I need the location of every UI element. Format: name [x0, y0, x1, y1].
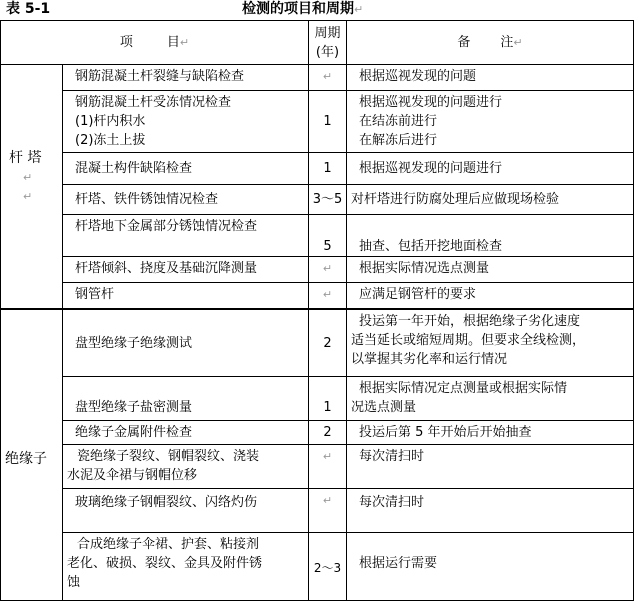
- table-row: [1, 309, 634, 377]
- note-cell: 应满足钢管杆的要求: [347, 283, 634, 309]
- item-cell: 混凝土构件缺陷检查: [63, 153, 309, 185]
- item-cell: 钢筋混凝土杆受冻情况检查 (1)杆内积水 (2)冻土上拔: [63, 91, 309, 153]
- paragraph-mark-icon: ↵: [354, 3, 364, 16]
- inspection-cycle-table: [0, 20, 634, 601]
- table-row: [1, 65, 634, 91]
- table-number: 表 5-1: [6, 1, 51, 17]
- note-cell: 每次清扫时: [347, 445, 634, 489]
- note-cell: 根据实际情况选点测量: [347, 257, 634, 283]
- category-label: 绝缘子: [5, 450, 47, 467]
- table-title-text: 检测的项目和周期: [242, 1, 354, 17]
- cycle-cell: 3～5: [309, 185, 347, 215]
- item-cell: 杆塔、铁件锈蚀情况检查: [63, 185, 309, 215]
- note-cell: 每次清扫时: [347, 489, 634, 533]
- note-cell: 抽查、包括开挖地面检查: [347, 215, 634, 257]
- cycle-cell: ↵: [309, 65, 347, 91]
- table-row: [1, 153, 634, 185]
- header-row: [1, 21, 634, 65]
- table-caption: [0, 0, 634, 20]
- category-cell: [1, 309, 63, 601]
- header-cycle-line-2: (年): [315, 44, 340, 60]
- item-cell: 瓷绝缘子裂纹、钢帽裂纹、浇装 水泥及伞裙与钢帽位移: [63, 445, 309, 489]
- item-cell: 钢筋混凝土杆裂缝与缺陷检查: [63, 65, 309, 91]
- header-item-char-1: 项: [119, 35, 133, 50]
- header-note-char-2: 注: [500, 35, 514, 50]
- item-cell: 合成绝缘子伞裙、护套、粘接剂 老化、破损、裂纹、金具及附件锈 蚀: [63, 533, 309, 601]
- note-cell: 根据巡视发现的问题: [347, 65, 634, 91]
- cycle-cell: 1: [309, 377, 347, 421]
- table-row: [1, 91, 634, 153]
- table-row: [1, 421, 634, 445]
- table-row: [1, 215, 634, 257]
- table-row: [1, 445, 634, 489]
- note-cell: 根据实际情况定点测量或根据实际情 况选点测量: [347, 377, 634, 421]
- category-cell: [1, 65, 63, 309]
- cycle-cell: ↵: [309, 445, 347, 489]
- note-cell: 投运第一年开始，根据绝缘子劣化速度 适当延长或缩短周期。但要求全线检测， 以掌握其劣化率和运行情况: [347, 309, 634, 377]
- item-cell: 杆塔地下金属部分锈蚀情况检查: [63, 215, 309, 257]
- table-row: [1, 377, 634, 421]
- paragraph-mark-icon: ↵ ↵: [23, 171, 33, 203]
- table-title: [242, 1, 363, 18]
- cycle-cell: 2～3: [309, 533, 347, 601]
- item-cell: 玻璃绝缘子钢帽裂纹、闪络灼伤: [63, 489, 309, 533]
- item-cell: 盘型绝缘子盐密测量: [63, 377, 309, 421]
- item-cell: 杆塔倾斜、挠度及基础沉降测量: [63, 257, 309, 283]
- item-cell: 绝缘子金属附件检查: [63, 421, 309, 445]
- paragraph-mark-icon: ↵: [513, 36, 523, 49]
- category-label: 杆 塔: [9, 150, 42, 166]
- table-row: [1, 185, 634, 215]
- header-note-char-1: 备: [457, 35, 471, 50]
- header-cycle: [309, 21, 347, 65]
- table-row: [1, 489, 634, 533]
- item-cell: 钢管杆: [63, 283, 309, 309]
- cycle-cell: ↵: [309, 257, 347, 283]
- cycle-cell: 2: [309, 421, 347, 445]
- table-row: [1, 257, 634, 283]
- note-cell: 根据巡视发现的问题进行 在结冻前进行 在解冻后进行: [347, 91, 634, 153]
- item-cell: 盘型绝缘子绝缘测试: [63, 309, 309, 377]
- cycle-cell: 1: [309, 91, 347, 153]
- cycle-cell: 1: [309, 153, 347, 185]
- paragraph-mark-icon: ↵: [179, 36, 190, 49]
- header-note: [347, 21, 634, 65]
- cycle-cell: ↵: [309, 283, 347, 309]
- note-cell: 根据巡视发现的问题进行: [347, 153, 634, 185]
- cycle-cell: ↵: [309, 489, 347, 533]
- table-row: [1, 533, 634, 601]
- cycle-cell: 5: [309, 215, 347, 257]
- header-cycle-line-1: 周期: [314, 25, 341, 41]
- table-row: [1, 283, 634, 309]
- cycle-cell: 2: [309, 309, 347, 377]
- note-cell: 投运后第 5 年开始后开始抽查: [347, 421, 634, 445]
- header-item: [1, 21, 309, 65]
- note-cell: 根据运行需要: [347, 533, 634, 601]
- note-cell: 对杆塔进行防腐处理后应做现场检验: [347, 185, 634, 215]
- header-item-char-2: 目: [166, 35, 180, 50]
